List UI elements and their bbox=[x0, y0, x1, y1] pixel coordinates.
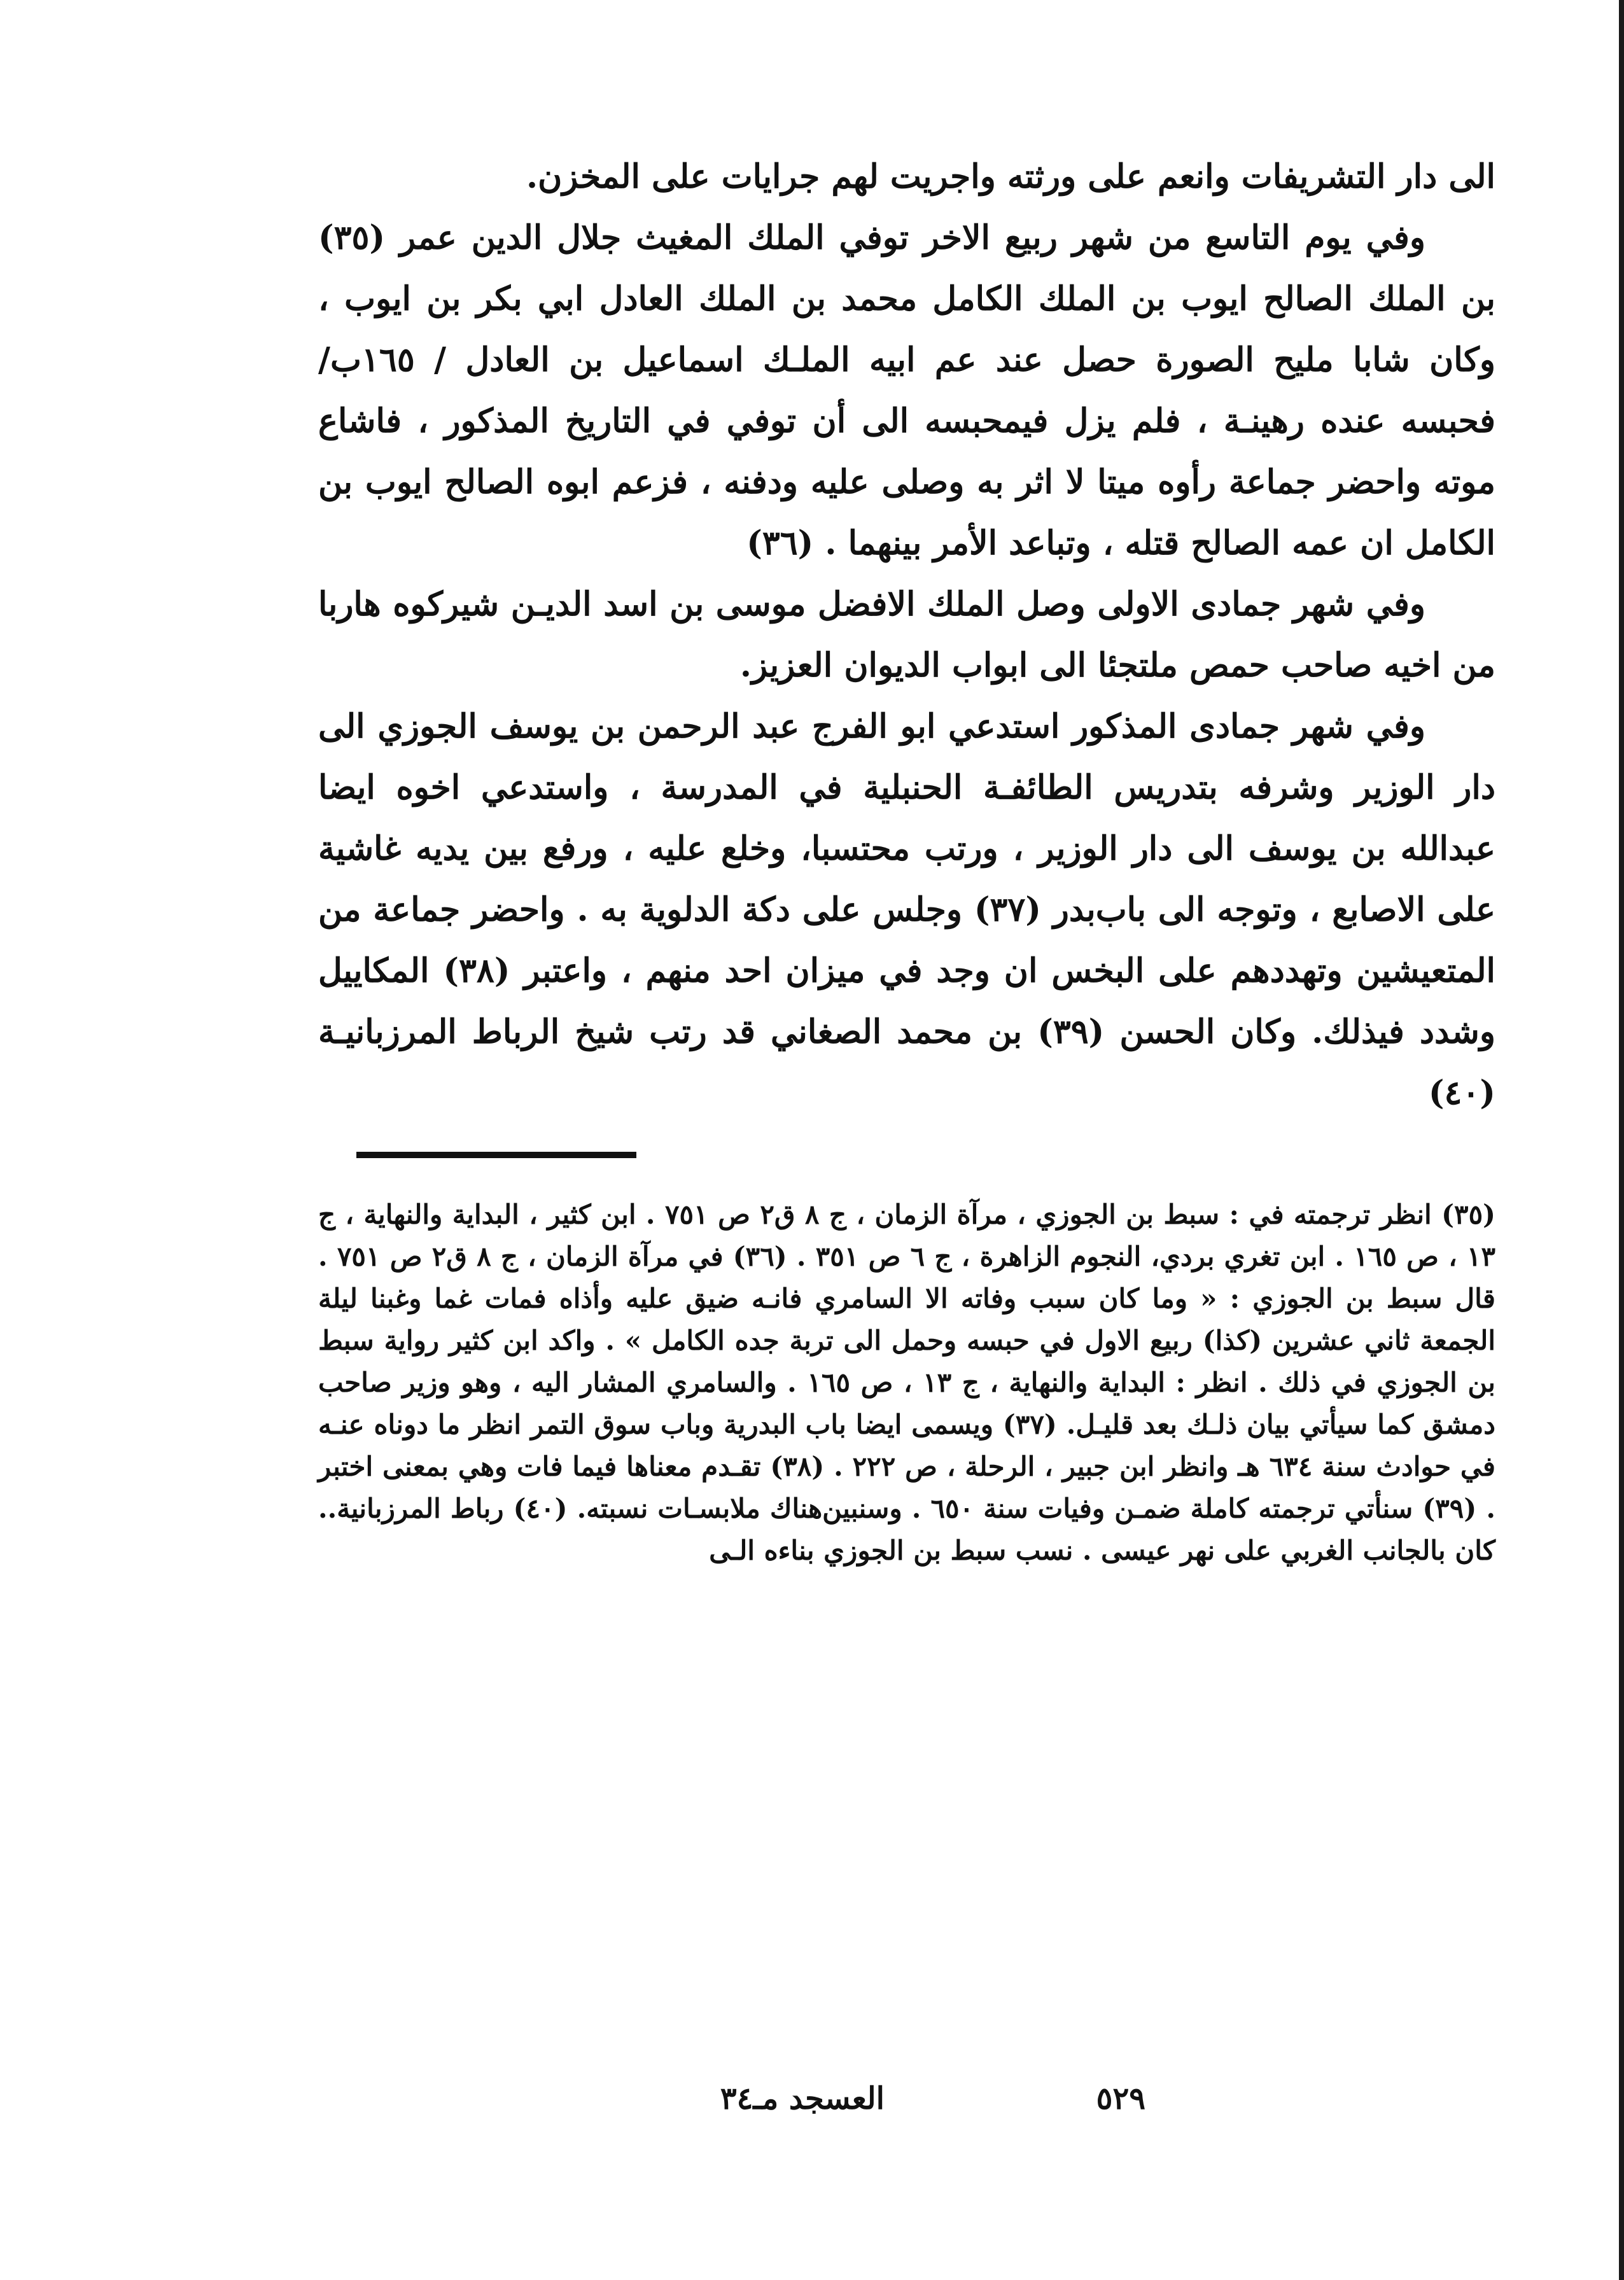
paragraph: وفي شهر جمادى الاولى وصل الملك الافضل موسى بن اسد الديـن شيركوه هاربا من اخيه صاحب حمص ملتجئا الى ابواب الديوان العزيز. bbox=[318, 585, 1495, 685]
footnotes bbox=[318, 1194, 1495, 1572]
main-text bbox=[318, 146, 1495, 1124]
page-content bbox=[318, 146, 1495, 1572]
page-footer bbox=[318, 2081, 1495, 2125]
paragraph: وفي شهر جمادى المذكور استدعي ابو الفرج عبد الرحمن بن يوسف الجوزي الى دار الوزير وشرفه بتدريس الطائفـة الحنبلية في المدرسة ، واستدعي اخوه ايضا عبدالله بن يوسف الى دار الوزير ، ورتب محتسبا، وخلع عليه ، ورفع بين يديه غاشية على الاصابع ، وتوجه الى باب‌بدر (٣٧) وجلس على دكة الدلوية به . واحضر جماعة من المتعيشين وتهددهم على البخس ان وجد في ميزان احد منهم ، واعتبر (٣٨) المكاييل وشدد فيذلك. وكان الحسن (٣٩) بن محمد الصغاني قد رتب شيخ الرباط المرزبانيـة (٤٠) bbox=[318, 707, 1496, 1112]
page-number: ٥٢٩ bbox=[1096, 2081, 1145, 2116]
paragraph: الى دار التشريفات وانعم على ورثته واجريت لهم جرايات على المخزن. bbox=[526, 157, 1495, 196]
footnote-separator bbox=[318, 1124, 1495, 1194]
scan-border bbox=[1619, 0, 1624, 2280]
footnote-text: (٣٥) انظر ترجمته في : سبط بن الجوزي ، مرآة الزمان ، ج ٨ ق٢ ص ٧٥١ . ابن كثير ، البداية والنهاية ، ج ١٣ ، ص ١٦٥ . ابن تغري بردي، النجوم الزاهرة ، ج ٦ ص ٣٥١ . (٣٦) في مرآة الزمان ، ج ٨ ق٢ ص ٧٥١ . قال سبط بن الجوزي : « وما كان سبب وفاته الا السامري فانـه ضيق عليه وأذاه فمات غما وغبنا ليلة الجمعة ثاني عشرين (كذا) ربيع الاول في حبسه وحمل الى تربة جده الكامل » . واكد ابن كثير رواية سبط بن الجوزي في ذلك . انظر : البداية والنهاية ، ج ١٣ ، ص ١٦٥ . والسامري المشار اليه ، وهو وزير صاحب دمشق كما سيأتي بيان ذلـك بعد قليـل. (٣٧) ويسمى ايضا باب البدرية وباب سوق التمر انظر ما دوناه عنـه في حوادث سنة ٦٣٤ هـ وانظر ابن جبير ، الرحلة ، ص ٢٢٢ . (٣٨) تقـدم معناها فيما فات وهي بمعنى اختبر . (٣٩) سنأتي ترجمته كاملة ضمـن وفيات سنة ٦٥٠ . وسنبين‌هناك ملابسـات نسبته. (٤٠) رباط المرزبانية.. كان بالجانب الغربي على نهر عيسى . نسب سبط بن الجوزي بناءه الـى bbox=[318, 1199, 1496, 1566]
paragraph: وفي يوم التاسع من شهر ربيع الاخر توفي الملك المغيث جلال الدين عمر (٣٥) بن الملك الصالح ايوب بن الملك الكامل محمد بن الملك العادل ابي بكر بن ايوب ، وكان شابا مليح الصورة حصل عند عم ابيه الملـك اسماعيل بن العادل / ١٦٥ب/ فحبسه عنده رهينـة ، فلم يزل فيمحبسه الى أن توفي في التاريخ المذكور ، فاشاع موته واحضر جماعة رأوه ميتا لا اثر به وصلى عليه ودفنه ، فزعم ابوه الصالح ايوب بن الكامل ان عمه الصالح قتله ، وتباعد الأمر بينهما . (٣٦) bbox=[318, 218, 1495, 563]
signature-mark: العسجد م‍ـ٣٤ bbox=[720, 2081, 885, 2116]
